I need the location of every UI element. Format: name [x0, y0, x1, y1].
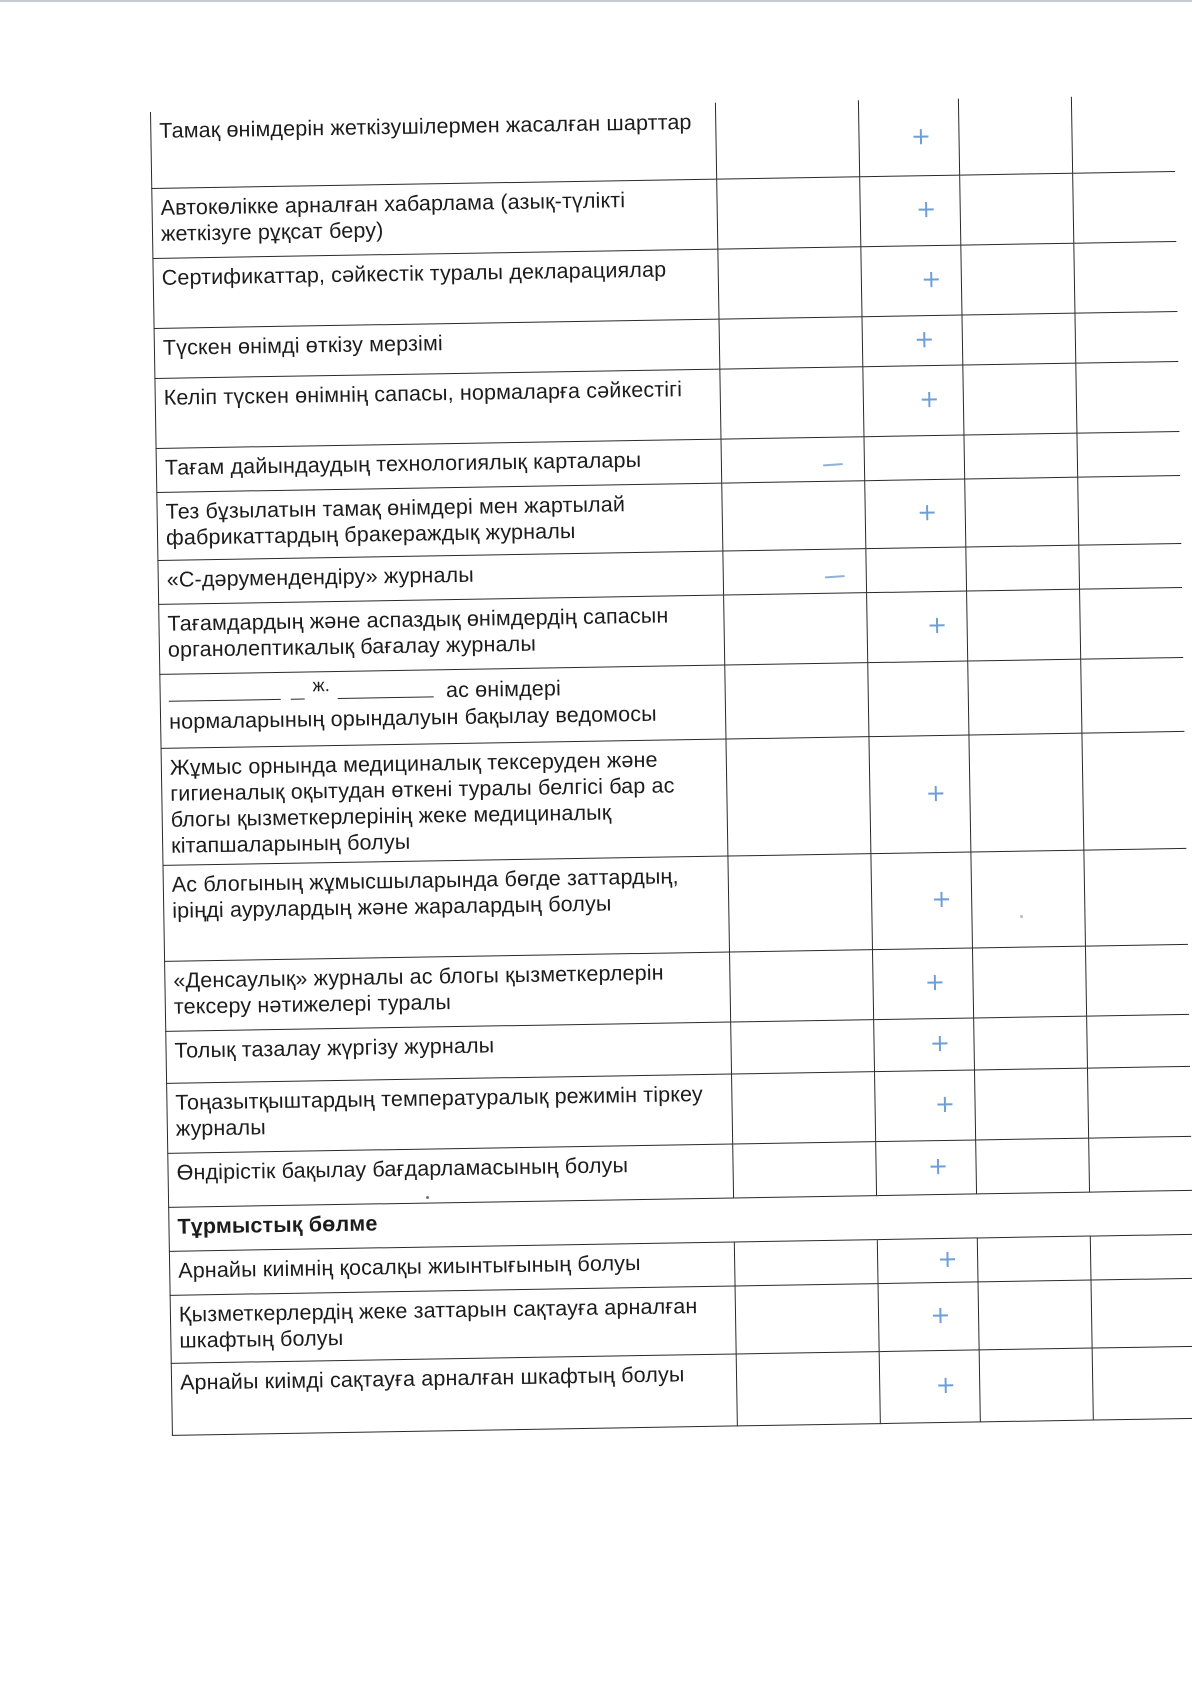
mark-cell-yes [863, 365, 964, 437]
empty-cell [964, 433, 1078, 479]
empty-cell [1081, 657, 1184, 733]
handwritten-plus-mark: + [916, 498, 938, 527]
blank-field [338, 676, 434, 699]
handwritten-plus-mark: + [910, 121, 932, 151]
year-label: ж. [312, 674, 331, 695]
mark-cell-yes [860, 175, 961, 247]
empty-cell [966, 545, 1080, 591]
section-title: Тұрмыстық бөлме [169, 1195, 878, 1251]
mark-cell-yes [875, 1069, 976, 1141]
empty-cell [958, 97, 1072, 175]
empty-cell [1077, 431, 1180, 477]
mark-cell-yes [858, 99, 959, 177]
empty-cell [1078, 475, 1181, 545]
empty-cell [972, 946, 1086, 1018]
mark-cell-no [720, 366, 864, 438]
blank-field [168, 678, 280, 701]
mark-cell-no [722, 480, 866, 550]
requirement-text: Тағамдардың және аспаздық өнімдердің сапасын органолептикалық бағалау журналы [159, 595, 725, 674]
empty-cell [977, 1236, 1091, 1282]
empty-cell [978, 1280, 1092, 1350]
empty-cell [1076, 361, 1179, 433]
empty-cell [1082, 731, 1186, 850]
handwritten-plus-mark: + [926, 610, 948, 640]
handwritten-plus-mark: + [914, 325, 935, 354]
empty-cell [974, 1016, 1088, 1070]
checklist-row [163, 848, 1187, 961]
checklist-body [150, 95, 1192, 1435]
mark-cell-no [734, 1239, 878, 1285]
mark-cell-yes [878, 1281, 979, 1351]
mark-cell-yes [865, 479, 966, 549]
empty-cell [976, 1138, 1090, 1194]
empty-cell [1084, 848, 1188, 946]
requirement-suffix: ас өнімдері [445, 675, 562, 702]
handwritten-plus-mark: + [935, 1370, 957, 1400]
requirement-text: Өндірістік бақылау бағдарламасының болуы [168, 1143, 734, 1206]
handwritten-plus-mark: + [929, 1028, 951, 1058]
requirement-text: Тамақ өнімдерін жеткізушілермен жасалған шарттар [150, 103, 716, 188]
mark-cell-yes [867, 591, 968, 663]
mark-cell-no [731, 1019, 875, 1073]
handwritten-dash-mark [825, 575, 845, 578]
mark-cell-no [729, 949, 873, 1021]
empty-cell [1091, 1278, 1192, 1348]
mark-cell-yes [861, 245, 962, 317]
handwritten-plus-mark: + [925, 778, 947, 807]
requirement-text: Ас блогының жұмысшыларында бөгде заттардың, іріңді аурулардың және жаралардың болуы [163, 856, 730, 961]
empty-cell [961, 243, 1075, 315]
requirement-text: Тағам дайындаудың технологиялық карталары [156, 439, 722, 492]
checklist-row [161, 731, 1186, 865]
requirement-text: Түскен өнімді өткізу мерзімі [154, 319, 720, 378]
handwritten-plus-mark: + [930, 1300, 951, 1330]
requirement-text: Автокөлікке арналған хабарлама (азық-түлікті жеткізуге рұқсат беру) [152, 179, 718, 258]
mark-cell-no [736, 1351, 880, 1425]
handwritten-plus-mark: + [924, 967, 946, 997]
mark-cell-no [724, 592, 868, 664]
empty-cell [967, 589, 1081, 661]
handwritten-plus-mark: + [915, 194, 937, 224]
requirement-text: «С-дәрумендендіру» журналы [158, 551, 724, 604]
requirement-line-2: нормаларының орындалуын бақылау ведомосы [168, 701, 657, 734]
requirement-text: Арнайы киімді сақтауға арналған шкафтың болуы [171, 1353, 737, 1434]
blank-field [290, 678, 304, 699]
mark-cell-no [735, 1283, 879, 1353]
mark-cell-yes [864, 435, 965, 481]
empty-cell [1092, 1346, 1192, 1420]
empty-cell [962, 313, 1076, 365]
requirement-text: «Денсаулық» журналы ас блогы қызметкерлерін тексеру нәтижелері туралы [165, 952, 731, 1031]
requirement-text: Тез бұзылатын тамақ өнімдері мен жартылай фабрикаттардың бракераждық журналы [157, 483, 723, 560]
empty-cell [1074, 241, 1177, 313]
requirement-text: Қызметкерлердің жеке заттарын сақтауға арналған шкафтың болуы [170, 1285, 736, 1362]
empty-cell [968, 659, 1082, 735]
mark-cell-no [721, 436, 865, 482]
empty-cell [979, 1348, 1093, 1422]
requirement-text: Тоңазытқыштардың температуралық режимін тіркеу журналы [167, 1073, 733, 1152]
mark-cell-no [728, 853, 873, 951]
page-top-edge [0, 0, 1192, 2]
empty-cell [974, 1068, 1088, 1140]
empty-cell [1085, 944, 1188, 1016]
empty-cell [960, 173, 1074, 245]
requirement-text: Келіп түскен өнімнің сапасы, нормаларға сәйкестігі [155, 369, 721, 448]
mark-cell-yes [877, 1237, 978, 1283]
mark-cell-no [723, 548, 867, 594]
mark-cell-no [719, 316, 863, 368]
scan-speck [426, 1196, 429, 1199]
handwritten-plus-mark: + [918, 384, 940, 414]
requirement-text: Сертификаттар, сәйкестік туралы декларациялар [153, 249, 719, 328]
mark-cell-yes [872, 947, 973, 1019]
empty-cell [963, 363, 1077, 435]
mark-cell-yes [879, 1349, 980, 1423]
scan-speck [1020, 915, 1023, 918]
mark-cell-no [733, 1141, 877, 1197]
mark-cell-yes [869, 735, 971, 854]
checklist-table [150, 95, 1192, 1435]
requirement-text: Жұмыс орнында медициналық тексеруден және гигиеналық оқытудан өткені туралы белгісі бар ас блогы қызметкерлерінің жеке медициналық кітапшаларының болуы [161, 739, 728, 865]
empty-cell [1075, 311, 1178, 363]
mark-cell-no [726, 736, 871, 855]
handwritten-plus-mark: + [921, 264, 942, 294]
empty-cell [1071, 95, 1174, 173]
empty-cell [1090, 1234, 1192, 1280]
empty-cell [965, 477, 1079, 547]
empty-cell [1087, 1066, 1190, 1138]
handwritten-plus-mark: + [934, 1089, 956, 1119]
handwritten-plus-mark: + [931, 884, 953, 914]
mark-cell-yes [862, 315, 963, 367]
handwritten-dash-mark [823, 463, 843, 466]
empty-cell [1079, 543, 1182, 589]
mark-cell-no [718, 246, 862, 318]
handwritten-plus-mark: + [937, 1244, 958, 1274]
mark-cell-no [725, 662, 869, 738]
requirement-text [160, 665, 726, 748]
empty-cell [1080, 587, 1183, 659]
requirement-text: Арнайы киімнің қосалқы жиынтығының болуы [169, 1241, 735, 1294]
empty-cell [971, 850, 1086, 948]
mark-cell-no [732, 1071, 876, 1143]
mark-cell-no [715, 100, 859, 178]
mark-cell-yes [866, 547, 967, 593]
section-fill [877, 1190, 1192, 1239]
empty-cell [969, 733, 1084, 852]
empty-cell [1087, 1014, 1190, 1068]
mark-cell-yes [874, 1017, 975, 1071]
mark-cell-yes [871, 851, 973, 949]
mark-cell-yes [876, 1139, 977, 1195]
empty-cell [1073, 171, 1176, 243]
requirement-text: Толық тазалау жүргізу журналы [166, 1021, 732, 1082]
handwritten-plus-mark: + [927, 1151, 949, 1181]
empty-cell [1089, 1136, 1192, 1192]
inspection-sheet [150, 95, 1192, 1435]
mark-cell-no [717, 176, 861, 248]
mark-cell-yes [868, 661, 969, 737]
